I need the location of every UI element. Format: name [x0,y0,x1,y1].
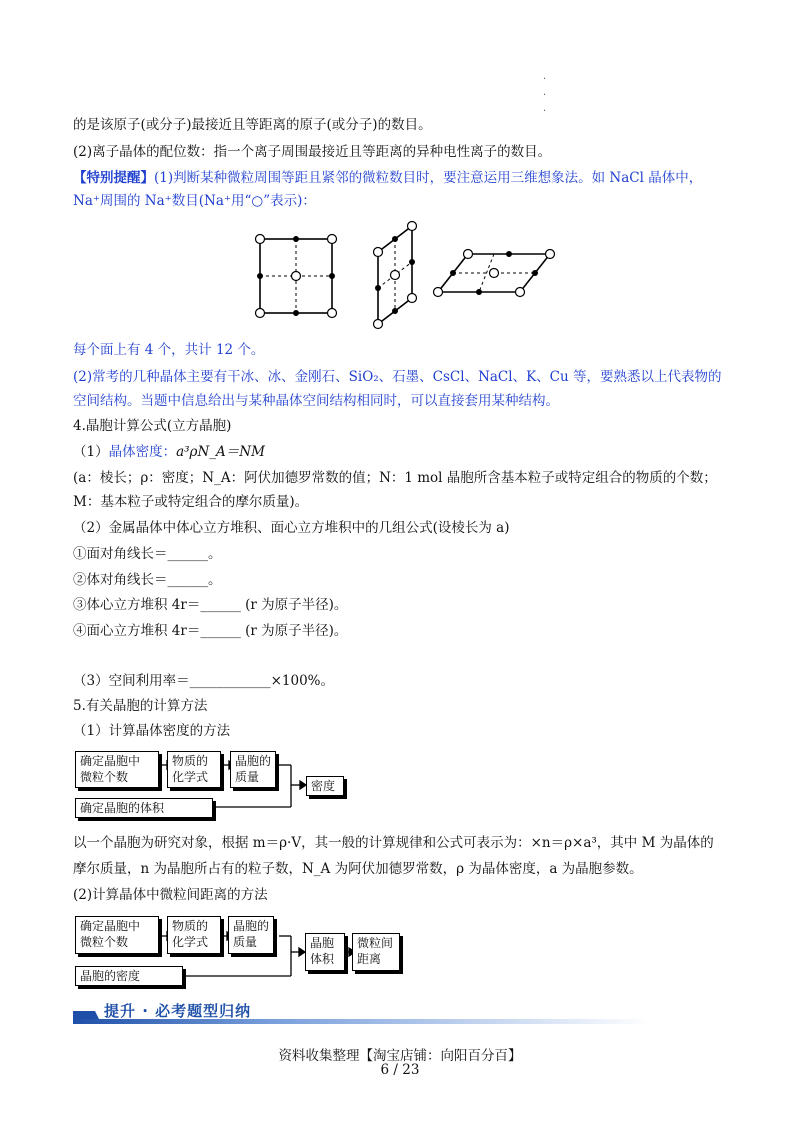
page-number: 6 / 23 [380,1062,420,1078]
text-line-20: 以一个晶胞为研究对象，根据 m＝ρ·V，其一般的计算规律和公式可表示为：×n＝ρ×a³，其中 M 为晶体的 [73,835,714,851]
tip-line-4: (2)常考的几种晶体主要有干冰、冰、金刚石、SiO₂、石墨、CsCl、NaCl、K、Cu 等，要熟悉以上代表物的 [73,369,722,385]
nacl-cell-figures [250,212,570,332]
formula-item-1: ①面对角线长＝______。 [73,546,222,562]
subsection-2-heading: (2)计算晶体中微粒间距离的方法 [73,887,268,903]
flow2-box-count: 确定晶胞中 微粒个数 [75,916,159,954]
density-formula: a³ρN_A＝NM [176,444,265,460]
tip-line-2: Na⁺周围的 Na⁺数目(Na⁺用“○”表示)： [73,193,316,209]
tip-text: (1)判断某种微粒周围等距且紧邻的微粒数目时，要注意运用三维想象法。如 NaCl 晶体中， [154,170,703,186]
flow2-box-volume: 晶胞 体积 [305,933,345,971]
formula-item-2: ②体对角线长＝______。 [73,572,222,588]
text-line-21: 摩尔质量，n 为晶胞所占有的粒子数，N_A 为阿伏加德罗常数，ρ 为晶体密度，a 为晶胞参数。 [73,861,643,877]
tip-line [73,169,702,187]
flow1-box-mass: 晶胞的 质量 [230,751,276,788]
banner-title: 提升 · 必考题型归纳 [104,1002,252,1020]
footer-source: 资料收集整理【淘宝店铺：向阳百分百】 [278,1048,522,1064]
flow2-box-density: 晶胞的密度 [75,966,183,986]
flow1-box-density: 密度 [306,776,344,796]
text-line-1: 的是该原子(或分子)最接近且等距离的原子(或分子)的数目。 [73,117,432,133]
flow1-box-formula: 物质的 化学式 [167,751,221,788]
tip-bracket: 【特别提醒】 [73,170,154,186]
density-label: 晶体密度： [108,444,177,460]
density-formula-line [73,443,265,461]
item-number: （1） [73,444,109,460]
subsection-1-heading: （1）计算晶体密度的方法 [73,723,231,739]
header-dots: · · · [543,74,547,117]
tip-line-3: 每个面上有 4 个，共计 12 个。 [73,342,265,358]
flow1-box-count: 确定晶胞中 微粒个数 [75,751,159,788]
text-line-11: M：基本粒子或特定组合的摩尔质量)。 [73,494,309,510]
flow2-box-distance: 微粒间 距离 [352,933,400,971]
formula-item-3: ③体心立方堆积 4r＝______ (r 为原子半径)。 [73,597,348,613]
section-4-heading: 4.晶胞计算公式(立方晶胞) [73,418,232,434]
section-5-heading: 5.有关晶胞的计算方法 [73,698,208,714]
space-utilization-line: （3）空间利用率＝____________×100%。 [73,673,334,689]
formula-item-4: ④面心立方堆积 4r＝______ (r 为原子半径)。 [73,623,348,639]
flow2-box-mass: 晶胞的 质量 [228,916,274,954]
text-line-10: (a：棱长；ρ：密度；N_A：阿伏加德罗常数的值；N：1 mol 晶胞所含基本粒子或特定组合的物质的个数； [73,470,717,486]
text-line-12: （2）金属晶体中体心立方堆积、面心立方堆积中的几组公式(设棱长为 a) [73,520,510,536]
flow2-box-formula: 物质的 化学式 [167,916,221,954]
flow1-box-volume: 确定晶胞的体积 [75,798,213,818]
text-line-2: (2)离子晶体的配位数：指一个离子周围最接近且等距离的异种电性离子的数目。 [73,144,552,160]
tip-line-5: 空间结构。当题中信息给出与某种晶体空间结构相同时，可以直接套用某种结构。 [73,393,559,409]
